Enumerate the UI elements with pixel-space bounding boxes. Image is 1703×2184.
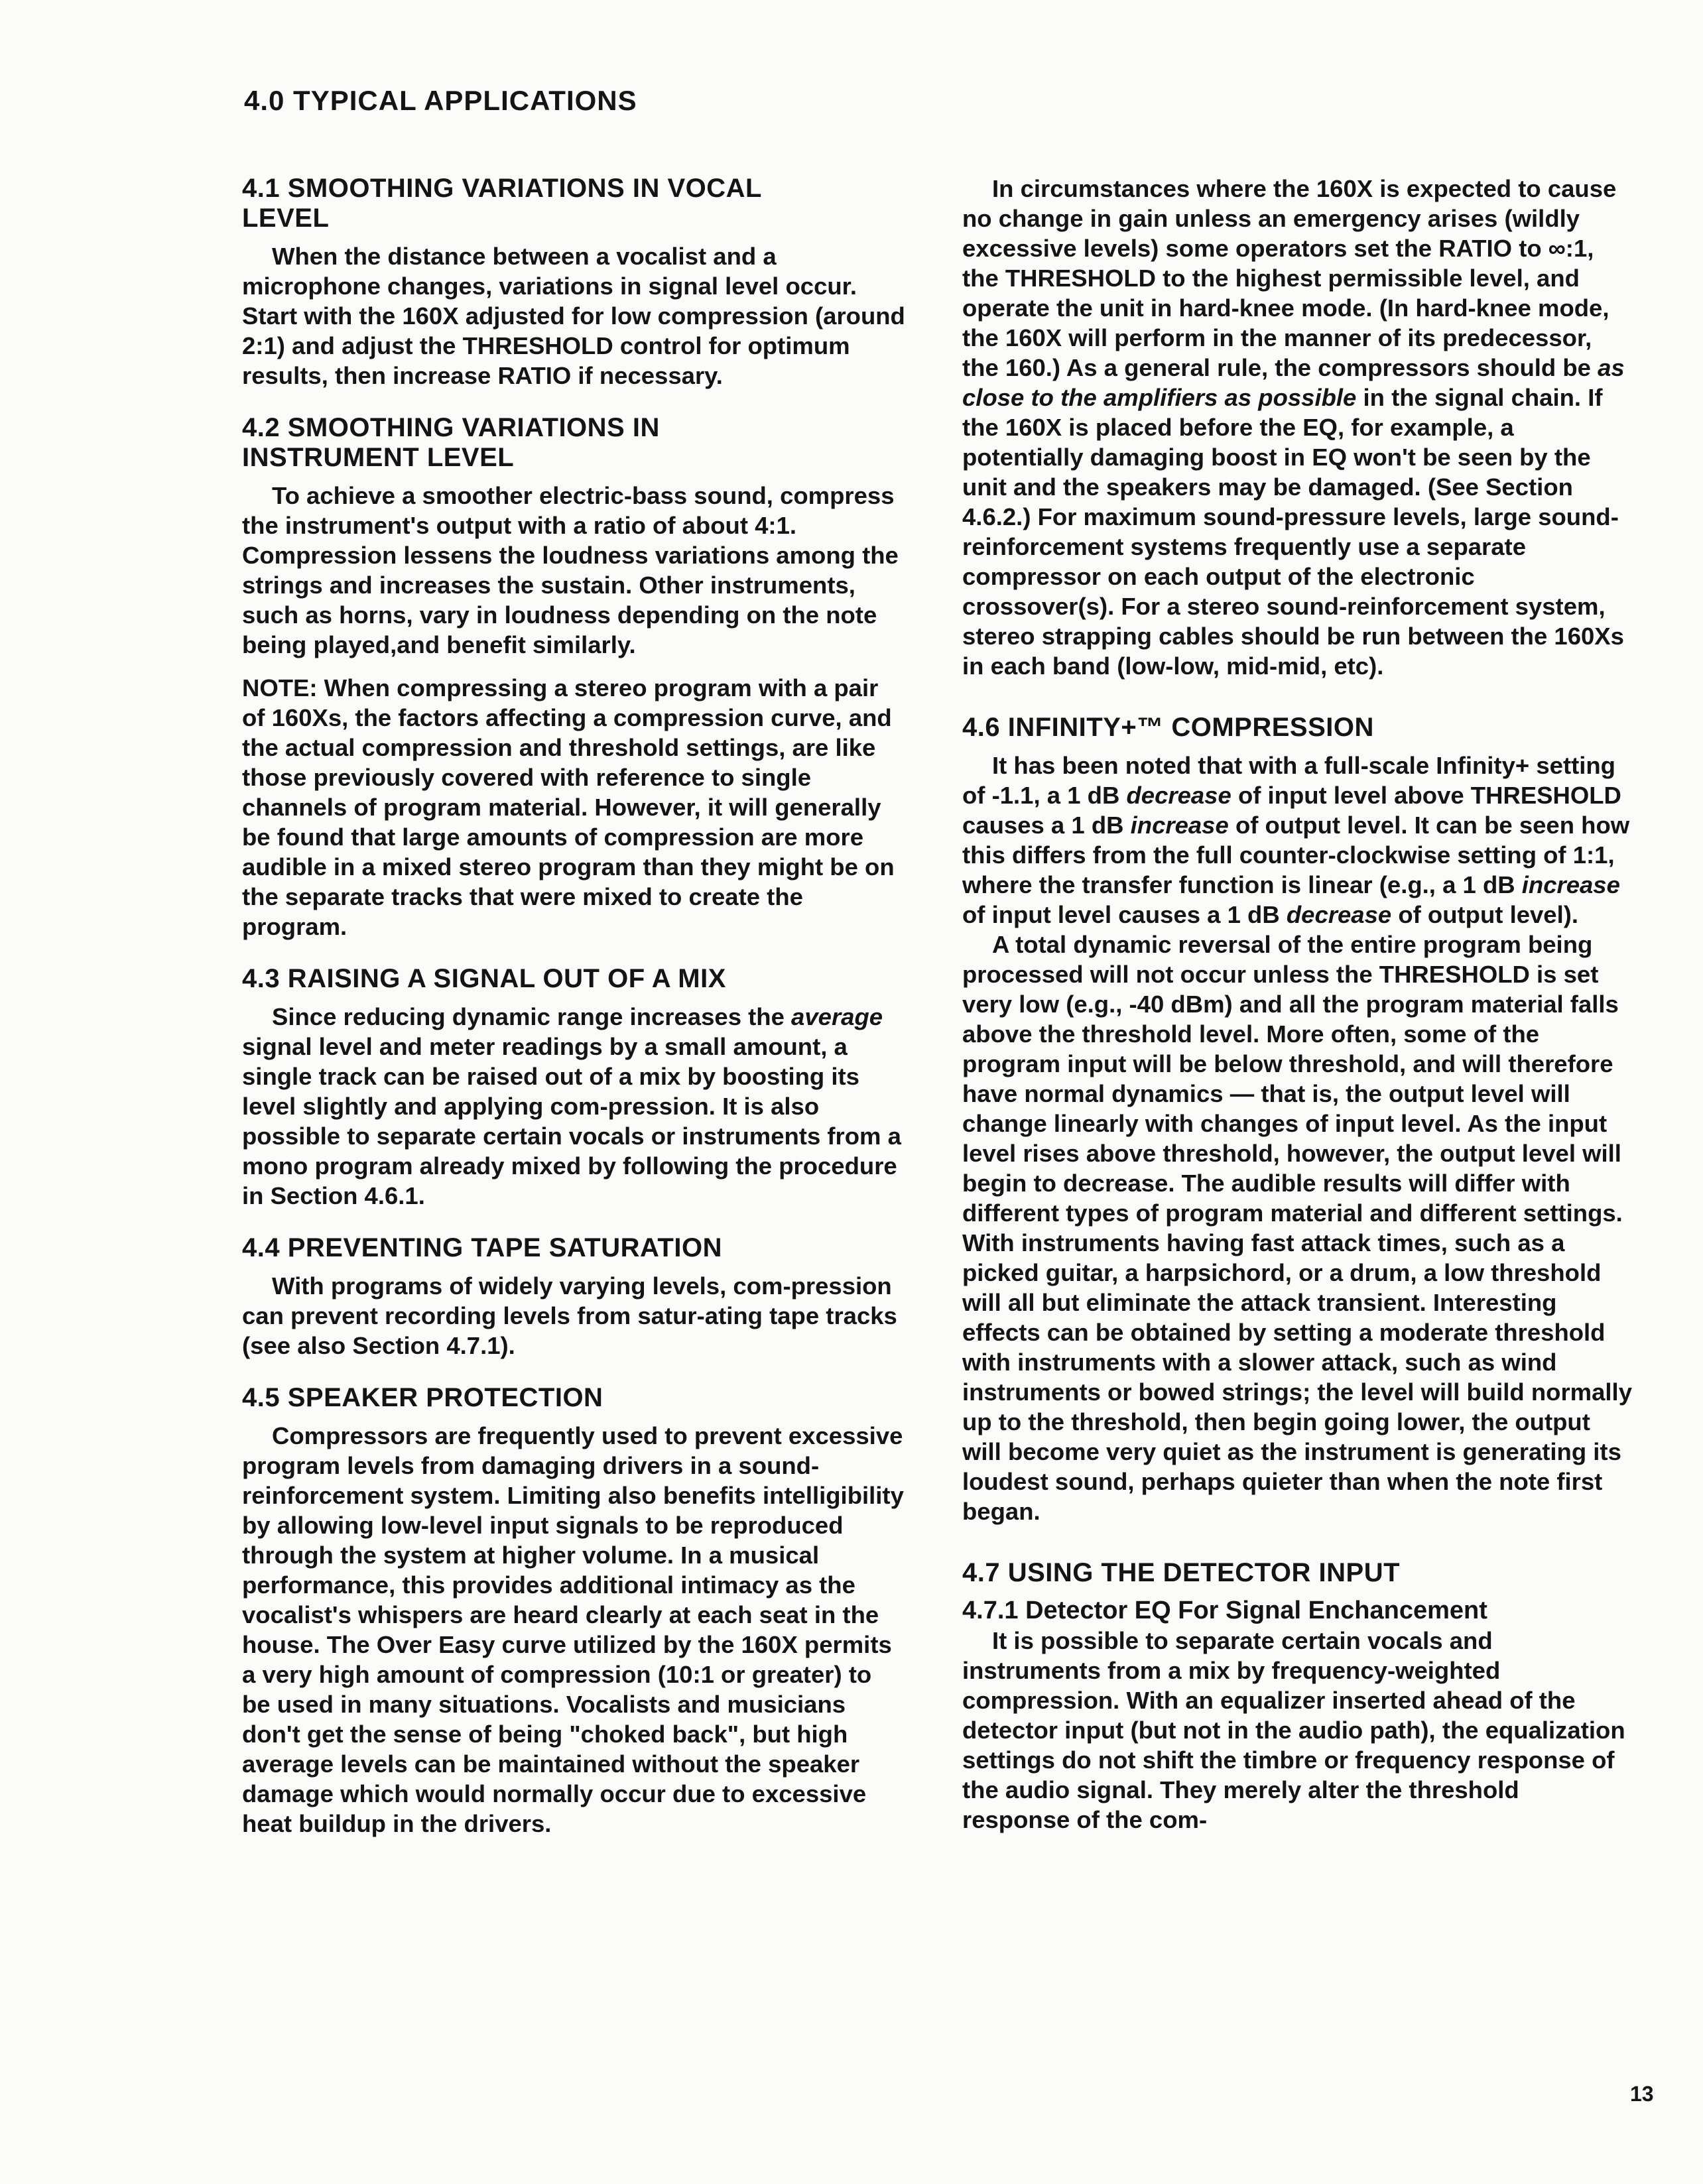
section-4-1-heading: 4.1 SMOOTHING VARIATIONS IN VOCAL LEVEL (242, 174, 762, 233)
section-4-5-continued: In circumstances where the 160X is expected to cause no change in gain unless an emergency arises (wildly excessive levels) some operators set the RATIO to ∞:1, the THRESHOLD to the highest permissible level, and operate the unit in hard-knee mode. (In hard-knee mode, the 160X will perform in the manner of its predecessor, the 160.) As a general rule, the compressors should be as close to the amplifiers as possible in the signal chain. If the 160X is placed before the EQ, for example, a potentially damaging boost in EQ won't be seen by the unit and the speakers may be damaged. (See Section 4.6.2.) For maximum sound-pressure levels, large sound-reinforcement systems frequently use a separate compressor on each output of the electronic crossover(s). For a stereo sound-reinforcement system, stereo strapping cables should be run between the 160Xs in each band (low-low, mid-mid, etc). (962, 175, 1625, 680)
page-title: 4.0 TYPICAL APPLICATIONS (244, 85, 637, 116)
section-4-4-body: With programs of widely varying levels, com-pression can prevent recording levels from satur-ating tape tracks (see also Section 4.7.1). (242, 1272, 897, 1359)
section-4-3-heading: 4.3 RAISING A SIGNAL OUT OF A MIX (242, 964, 726, 993)
section-4-2-body: To achieve a smoother electric-bass sound, compress the instrument's output with a ratio of about 4:1. Compression lessens the loudness variations among the strings and increases the sustain. Other instruments, such as horns, vary in loudness depending on the note being played,and benefit similarly. (242, 482, 899, 658)
section-4-4-heading: 4.4 PREVENTING TAPE SATURATION (242, 1233, 722, 1262)
section-4-7-1-body: It is possible to separate certain vocals and instruments from a mix by frequency-weighted compression. With an equalizer inserted ahead of the detector input (but not in the audio path), the equalization settings do not shift the timbre or frequency response of the audio signal. They merely alter the threshold response of the com- (962, 1627, 1625, 1833)
section-4-5-heading: 4.5 SPEAKER PROTECTION (242, 1383, 603, 1412)
section-4-7-heading: 4.7 USING THE DETECTOR INPUT (962, 1558, 1401, 1587)
section-4-7-1-heading: 4.7.1 Detector EQ For Signal Enchancement (962, 1597, 1487, 1624)
section-4-3-body: Since reducing dynamic range increases the average signal level and meter readings by a small amount, a single track can be raised out of a mix by boosting its level slightly and applying com-pression. It is also possible to separate certain vocals or instruments from a mono program already mixed by following the procedure in Section 4.6.1. (242, 1003, 901, 1209)
section-4-5-body: Compressors are frequently used to prevent excessive program levels from damaging drivers in a sound-reinforcement system. Limiting also benefits intelligibility by allowing low-level input signals to be reproduced through the system at higher volume. In a musical performance, this provides additional intimacy as the vocalist's whispers are heard clearly at each seat in the house. The Over Easy curve utilized by the 160X permits a very high amount of compression (10:1 or greater) to be used in many situations. Vocalists and musicians don't get the sense of being "choked back", but high average levels can be maintained without the speaker damage which would normally occur due to excessive heat buildup in the drivers. (242, 1422, 904, 1837)
left-column (242, 174, 905, 1839)
section-4-6-paragraph-1: It has been noted that with a full-scale Infinity+ setting of -1.1, a 1 dB decrease of input level above THRESHOLD causes a 1 dB increase of output level. It can be seen how this differs from the full counter-clockwise setting of 1:1, where the transfer function is linear (e.g., a 1 dB increase of input level causes a 1 dB decrease of output level). (962, 752, 1630, 928)
section-4-6-heading: 4.6 INFINITY+™ COMPRESSION (962, 713, 1374, 742)
section-4-2-heading: 4.2 SMOOTHING VARIATIONS IN INSTRUMENT LEVEL (242, 413, 660, 472)
section-4-6-paragraph-2: A total dynamic reversal of the entire program being processed will not occur unless the THRESHOLD is set very low (e.g., -40 dBm) and all the program material falls above the threshold level. More often, some of the program input will be below threshold, and will therefore have normal dynamics — that is, the output level will change linearly with changes of input level. As the input level rises above threshold, however, the output level will begin to decrease. The audible results will differ with different types of program material and different settings. With instruments having fast attack times, such as a picked guitar, a harpsichord, or a drum, a low threshold will all but eliminate the attack transient. Interesting effects can be obtained by setting a moderate threshold with instruments with a slower attack, such as wind instruments or bowed strings; the level will build normally up to the threshold, then begin going lower, the output will become very quiet as the instrument is generating its loudest sound, perhaps quieter than when the note first began. (962, 931, 1632, 1525)
section-4-2-note: NOTE: When compressing a stereo program with a pair of 160Xs, the factors affecting a compression curve, and the actual compression and threshold settings, are like those previously covered with reference to single channels of program material. However, it will generally be found that large amounts of compression are more audible in a mixed stereo program than they might be on the separate tracks that were mixed to create the program. (242, 674, 895, 940)
right-column (962, 174, 1632, 1835)
section-4-1-body: When the distance between a vocalist and a microphone changes, variations in signal level occur. Start with the 160X adjusted for low compression (around 2:1) and adjust the THRESHOLD control for optimum results, then increase RATIO if necessary. (242, 243, 905, 389)
page-number: 13 (1630, 2082, 1654, 2106)
